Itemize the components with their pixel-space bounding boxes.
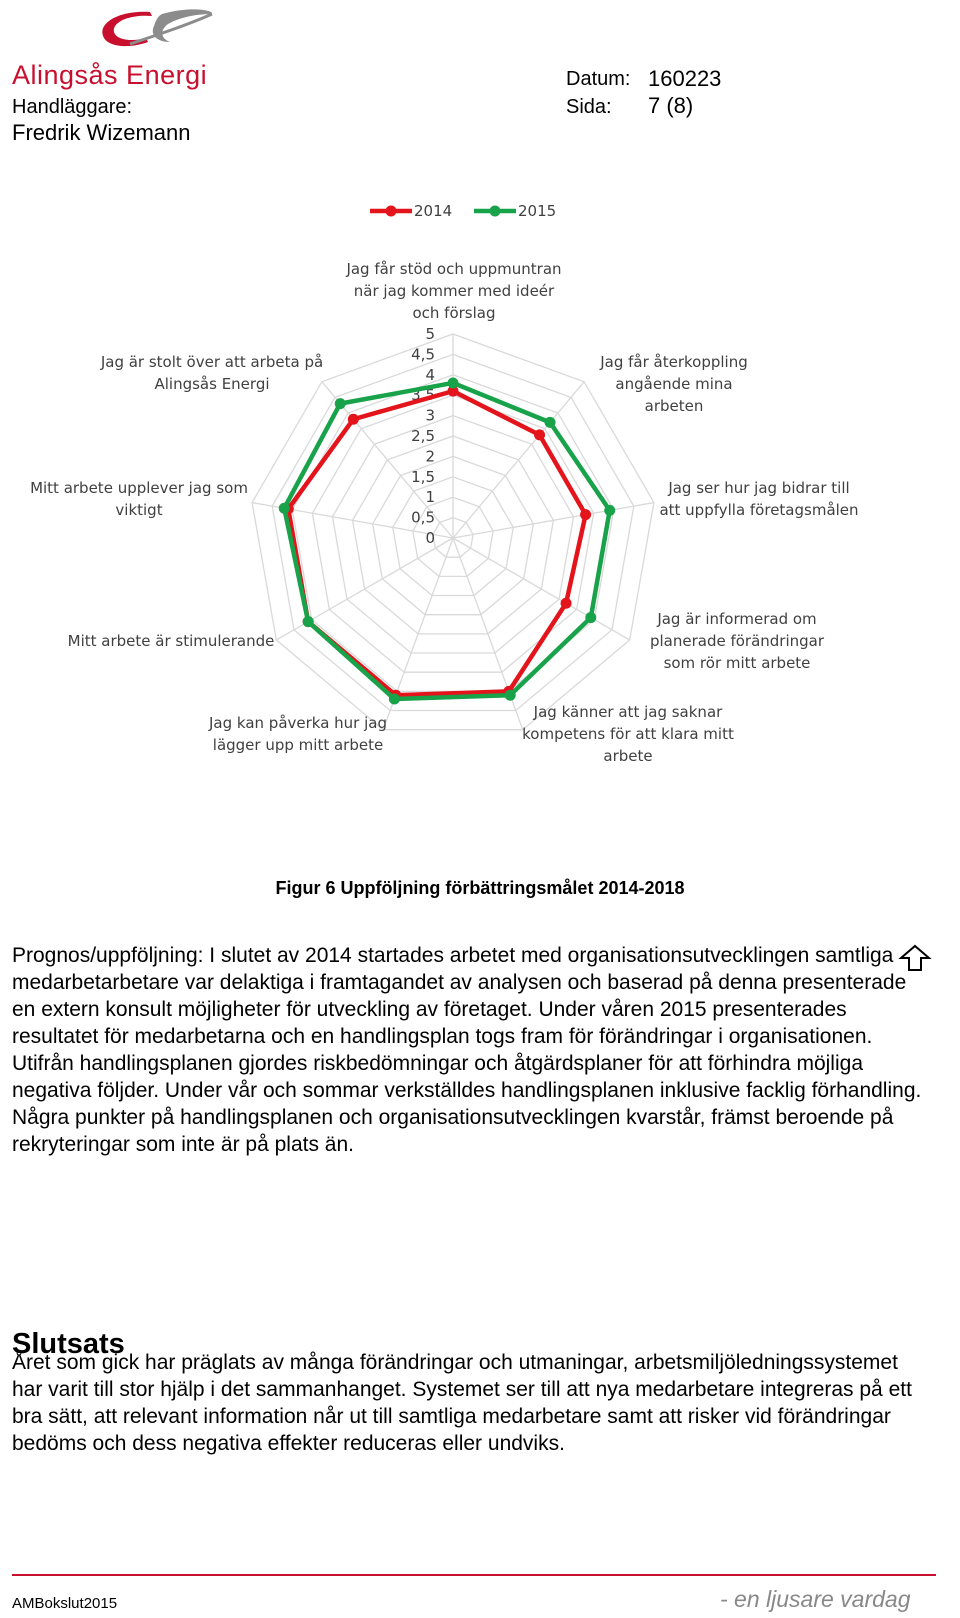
chart-ticks — [411, 325, 435, 547]
grid-spoke — [453, 503, 654, 538]
axis-label-7: Mitt arbete upplever jag som viktigt — [30, 479, 248, 519]
tick-label: 5 — [425, 325, 435, 343]
data-point-2015 — [585, 612, 596, 623]
prognos-paragraph-2: Några punkter på handlingsplanen och organisationsutvecklingen kvarstår, främst beroende på rekryteringar som inte är på plats än. — [12, 1106, 894, 1156]
datum-value: 160223 — [648, 66, 722, 91]
slutsats-text: Året som gick har präglats av många förändringar och utmaningar, arbetsmiljöledningssystemet har varit till stor hjälp i det sammanhanget. Systemet ser till att nya medarbetare integreras på ett bra sätt, att relevant information når ut till samtliga medarbetare samt att risker vid förändringar bedöms och dess negativa effekter reduceras eller undviks. — [12, 1351, 912, 1455]
data-point-2014 — [534, 429, 545, 440]
sida-label: Sida: — [566, 96, 612, 118]
legend-label-2015: 2015 — [518, 202, 557, 220]
prognos-paragraph: Prognos/uppföljning: I slutet av 2014 startades arbetet med organisationsutvecklingen samtliga medarbetarbetare var delaktiga i framtagandet av analysen och baserad på denna presenterade en extern konsult möjligheter för utveckling av företaget. Under våren 2015 presenterades resultatet för medarbetarna och en handlingsplan togs fram för förändringar i organisationen. Utifrån handlingsplanen gjordes riskbedömningar och åtgärdsplaner för att förhindra möjliga negativa följder. Under vår och sommar verkställdes handlingsplanen inklusive facklig förhandling. — [12, 944, 922, 1102]
axis-label-6: Mitt arbete är stimulerande — [67, 632, 275, 650]
axis-label-8: Jag är stolt över att arbeta på Alingsås Energi — [100, 353, 324, 393]
tick-label: 3 — [425, 406, 435, 425]
tick-label: 3,5 — [411, 386, 435, 405]
arrow-up-icon — [898, 943, 932, 973]
data-point-2015 — [303, 616, 314, 627]
tick-label: 2,5 — [411, 427, 435, 445]
data-point-2015 — [335, 398, 346, 409]
handlaggare-label: Handläggare: — [12, 96, 133, 118]
slutsats-heading: Slutsats — [12, 1328, 125, 1360]
figure-caption: Figur 6 Uppföljning förbättringsmålet 2014-2018 — [275, 878, 685, 898]
data-point-2015 — [545, 417, 556, 428]
axis-label-1: Jag får återkoppling angående mina arbeten — [600, 353, 748, 415]
company-name: Alingsås Energi — [12, 60, 208, 90]
axis-label-3: Jag är informerad om planerade förändringar som rör mitt arbete — [649, 610, 825, 672]
datum-label: Datum: — [566, 68, 631, 90]
footer-divider — [12, 1574, 936, 1576]
axis-label-5: Jag kan påverka hur jag lägger upp mitt arbete — [209, 714, 387, 754]
tick-label: 4,5 — [411, 345, 435, 364]
legend-marker-2014 — [386, 206, 397, 217]
company-logo-icon — [90, 4, 220, 54]
footer-slogan: - en ljusare vardag — [720, 1586, 911, 1612]
data-point-2015 — [505, 690, 516, 701]
data-point-2015 — [389, 694, 400, 705]
data-point-2014 — [580, 509, 591, 520]
tick-label: 4 — [425, 365, 435, 384]
tick-label: 1 — [425, 488, 435, 507]
tick-label: 2 — [425, 447, 435, 466]
axis-label-4: Jag känner att jag saknar kompetens för att klara mitt arbete — [522, 703, 734, 765]
legend-label-2014: 2014 — [414, 202, 453, 220]
axis-label-0: Jag får stöd och uppmuntran när jag kommer med ideér och förslag — [346, 260, 562, 322]
tick-label: 1,5 — [411, 467, 435, 486]
chart-legend — [370, 202, 556, 220]
data-point-2014 — [561, 598, 572, 609]
footer-doc-name: AMBokslut2015 — [12, 1595, 118, 1612]
axis-label-2: Jag ser hur jag bidrar till att uppfylla företagsmålen — [659, 479, 859, 519]
tick-label: 0,5 — [411, 508, 435, 527]
prognos-text — [12, 942, 932, 1158]
tick-label: 0 — [425, 529, 435, 547]
data-point-2014 — [348, 414, 359, 425]
data-point-2015 — [448, 377, 459, 388]
legend-marker-2015 — [490, 206, 501, 217]
data-point-2015 — [279, 503, 290, 514]
data-point-2015 — [604, 505, 615, 516]
handlaggare-name: Fredrik Wizemann — [12, 120, 191, 145]
sida-value: 7 (8) — [648, 93, 694, 118]
grid-spoke — [453, 382, 584, 538]
